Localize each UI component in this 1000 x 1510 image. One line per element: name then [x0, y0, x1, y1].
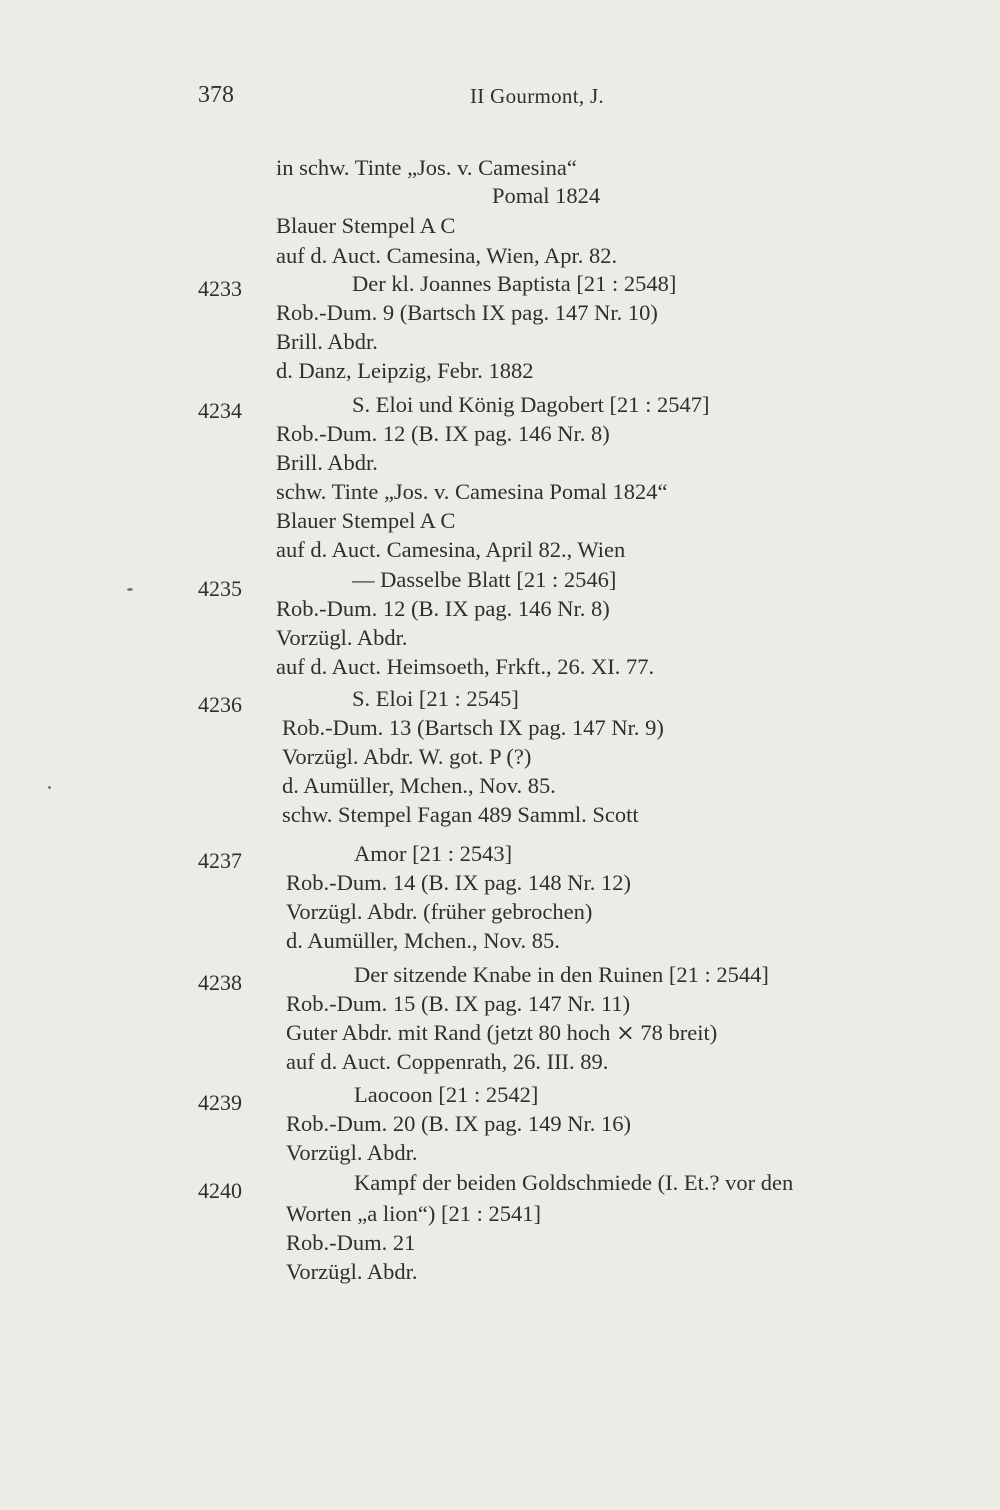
entry-line: Brill. Abdr.: [276, 329, 378, 354]
entry-title: Der sitzende Knabe in den Ruinen [21 : 2544]: [354, 962, 769, 987]
entry-title: Kampf der beiden Goldschmiede (I. Et.? vor den: [354, 1170, 794, 1195]
continuation-line: auf d. Auct. Camesina, Wien, Apr. 82.: [276, 243, 618, 268]
entry-line: d. Danz, Leipzig, Febr. 1882: [276, 358, 534, 383]
entry-line: Guter Abdr. mit Rand (jetzt 80 hoch ⨯ 78 breit): [286, 1020, 718, 1045]
entry-title: S. Eloi [21 : 2545]: [352, 686, 519, 711]
entry-title: — Dasselbe Blatt [21 : 2546]: [352, 567, 617, 592]
entry-number: 4235: [198, 576, 242, 601]
continuation-line: in schw. Tinte „Jos. v. Camesina“: [276, 155, 577, 180]
entry-line: Rob.-Dum. 12 (B. IX pag. 146 Nr. 8): [276, 596, 610, 621]
entry-title: S. Eloi und König Dagobert [21 : 2547]: [352, 392, 710, 417]
entry-number: 4237: [198, 848, 242, 873]
entry-line: Rob.-Dum. 13 (Bartsch IX pag. 147 Nr. 9): [282, 715, 664, 740]
entry-line: Vorzügl. Abdr.: [286, 1140, 418, 1165]
running-header: II Gourmont, J.: [470, 84, 604, 108]
entry-line: Blauer Stempel A C: [276, 508, 456, 533]
entry-line: schw. Stempel Fagan 489 Samml. Scott: [282, 802, 639, 827]
entry-line: d. Aumüller, Mchen., Nov. 85.: [282, 773, 556, 798]
entry-line: Vorzügl. Abdr. W. got. P (?): [282, 744, 532, 769]
entry-line: Rob.-Dum. 15 (B. IX pag. 147 Nr. 11): [286, 991, 631, 1016]
entry-title: Amor [21 : 2543]: [354, 841, 513, 866]
paper-speck: [48, 786, 51, 789]
entry-line: auf d. Auct. Heimsoeth, Frkft., 26. XI. 77.: [276, 654, 655, 679]
entry-line: Rob.-Dum. 14 (B. IX pag. 148 Nr. 12): [286, 870, 631, 895]
entry-line: d. Aumüller, Mchen., Nov. 85.: [286, 928, 560, 953]
entry-number: 4236: [198, 692, 242, 717]
entry-number: 4234: [198, 398, 242, 423]
continuation-line: Blauer Stempel A C: [276, 213, 456, 238]
entry-line: Vorzügl. Abdr.: [286, 1259, 418, 1284]
entry-number: 4238: [198, 970, 242, 995]
entry-title: Laocoon [21 : 2542]: [354, 1082, 539, 1107]
entry-line: Brill. Abdr.: [276, 450, 378, 475]
page-number: 378: [198, 82, 234, 108]
entry-line: Vorzügl. Abdr.: [276, 625, 408, 650]
entry-line: Vorzügl. Abdr. (früher gebrochen): [286, 899, 593, 924]
entry-number: 4240: [198, 1178, 242, 1203]
entry-line: Rob.-Dum. 20 (B. IX pag. 149 Nr. 16): [286, 1111, 631, 1136]
entry-line: schw. Tinte „Jos. v. Camesina Pomal 1824“: [276, 479, 668, 504]
continuation-line: Pomal 1824: [492, 183, 601, 208]
entry-number: 4233: [198, 276, 242, 301]
paper-speck: [127, 588, 133, 591]
entry-number: 4239: [198, 1090, 242, 1115]
entry-line: Rob.-Dum. 12 (B. IX pag. 146 Nr. 8): [276, 421, 610, 446]
entry-line: Rob.-Dum. 9 (Bartsch IX pag. 147 Nr. 10): [276, 300, 658, 325]
entry-line: auf d. Auct. Camesina, April 82., Wien: [276, 537, 626, 562]
entry-line: auf d. Auct. Coppenrath, 26. III. 89.: [286, 1049, 609, 1074]
entry-line: Worten „a lion“) [21 : 2541]: [286, 1201, 541, 1226]
entry-title: Der kl. Joannes Baptista [21 : 2548]: [352, 271, 677, 296]
entry-line: Rob.-Dum. 21: [286, 1230, 416, 1255]
